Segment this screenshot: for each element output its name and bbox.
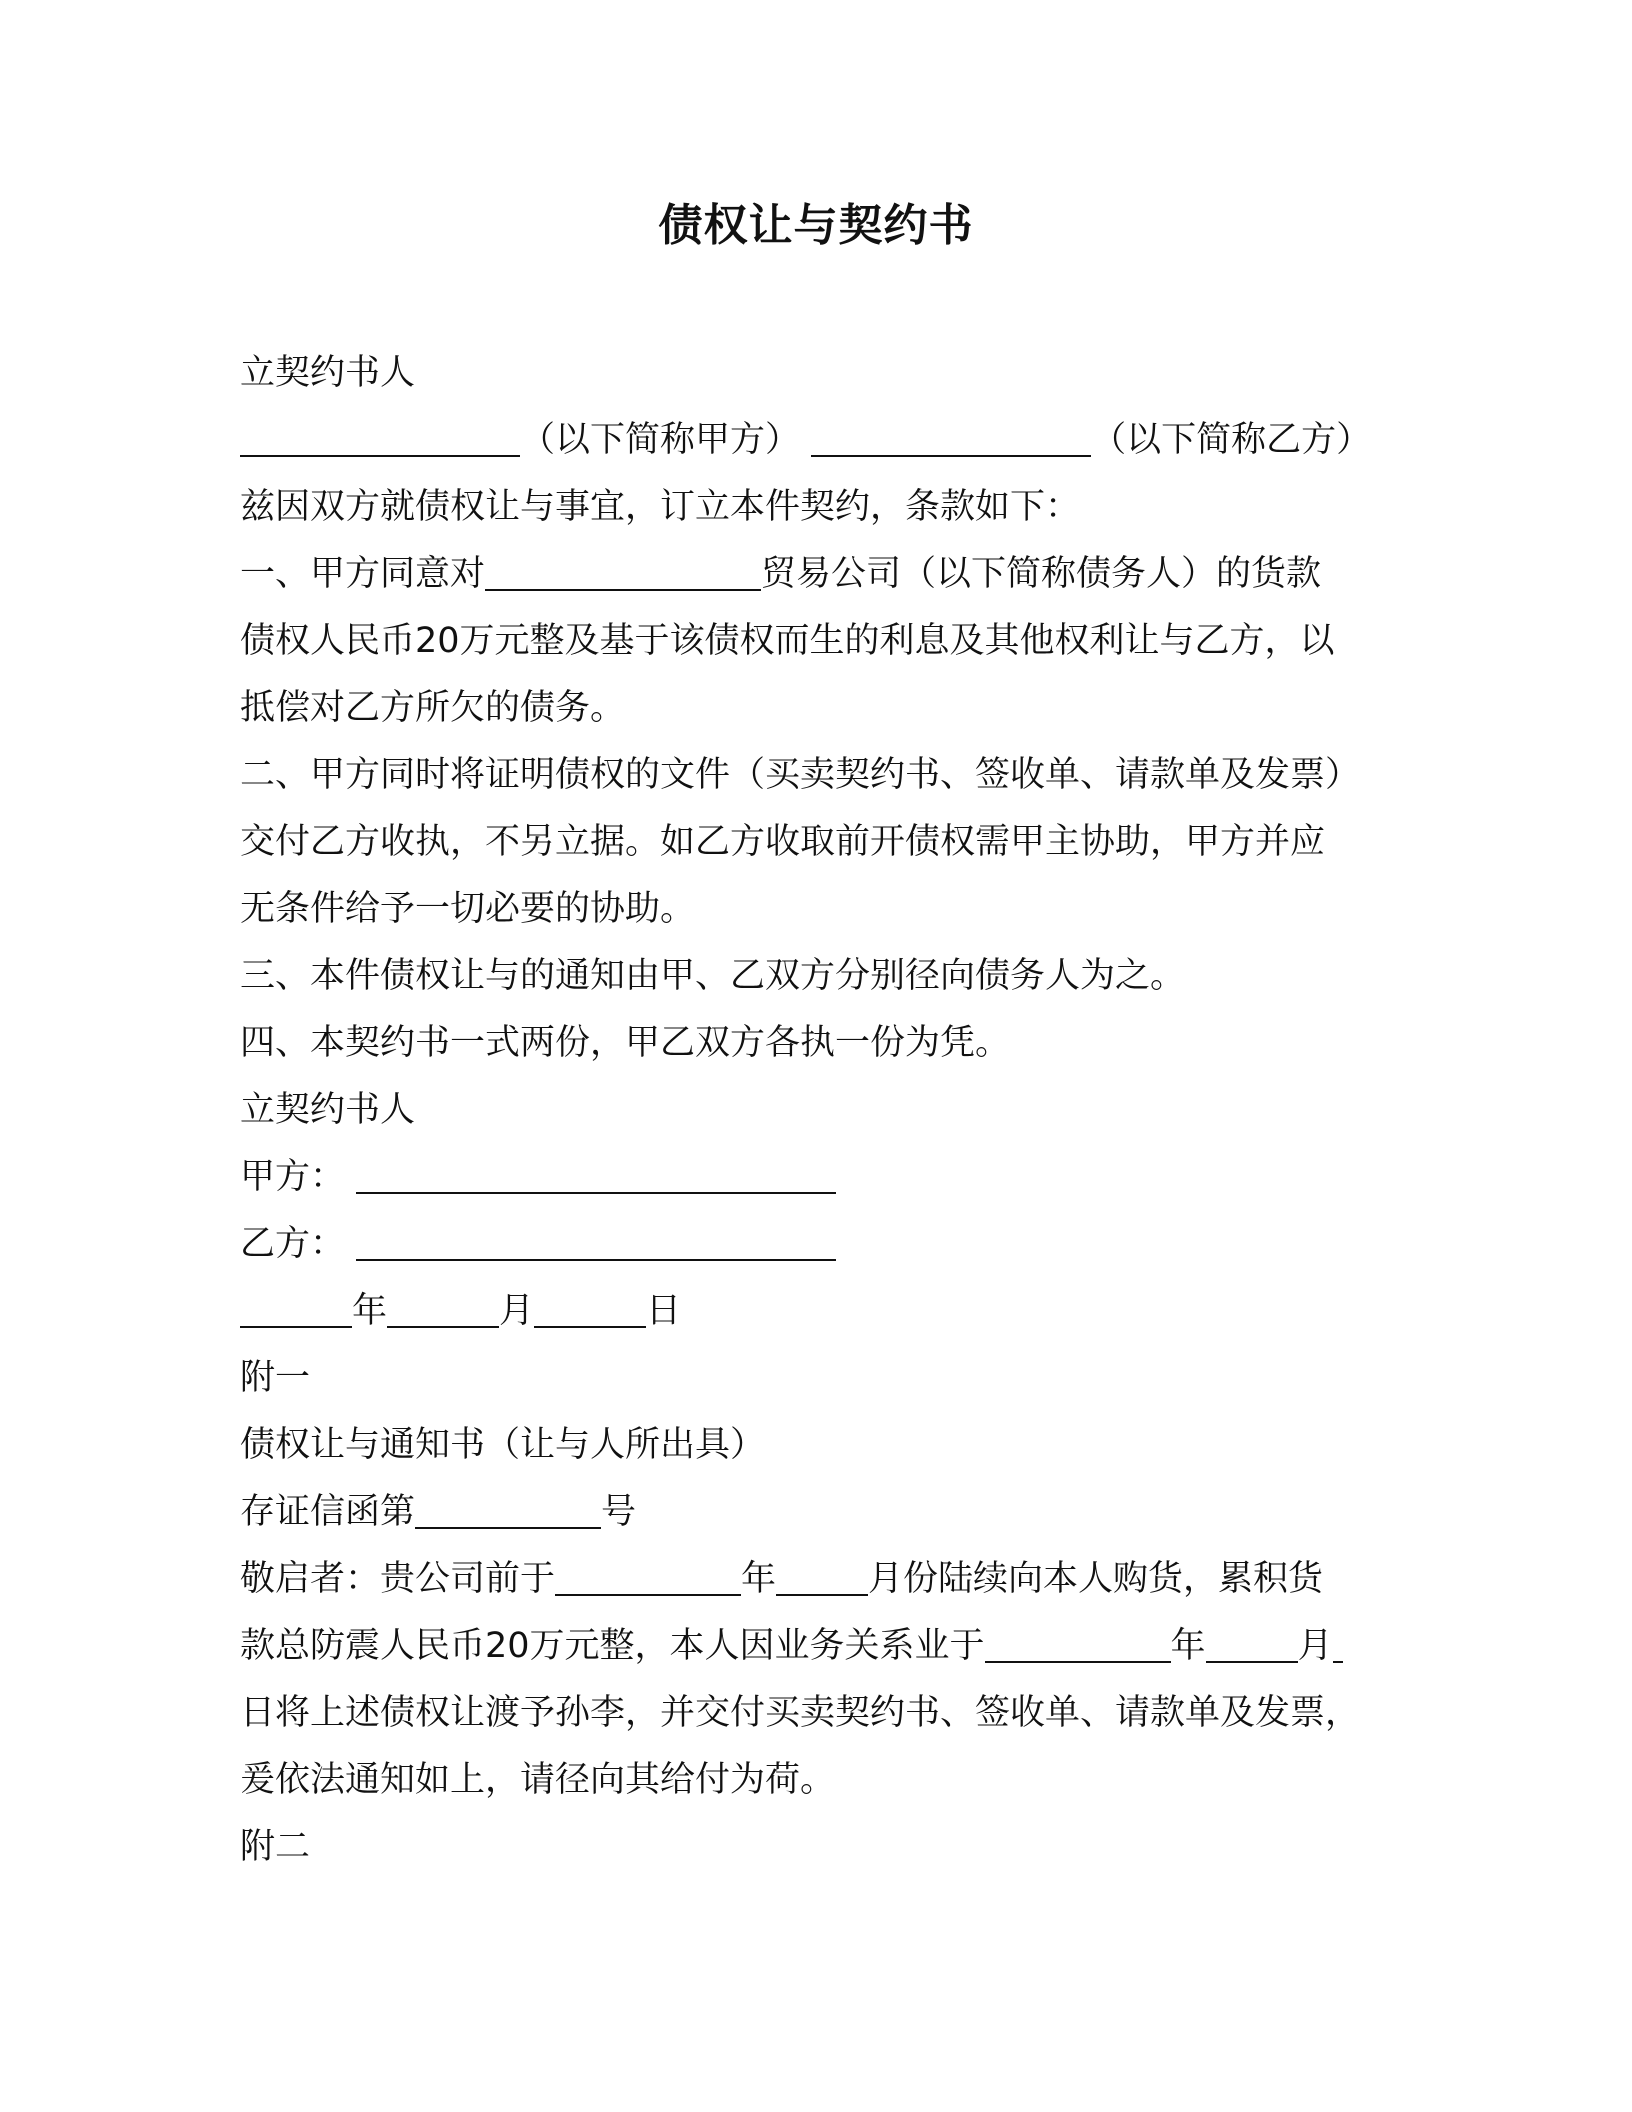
party-a-signature-blank — [356, 1148, 836, 1194]
notice-line-3: 日将上述债权让渡予孙李，并交付买卖契约书、签收单、请款单及发票， — [240, 1693, 1361, 1733]
appendix-1-heading: 附一 — [240, 1358, 311, 1398]
signatories-heading: 立契约书人 — [240, 1090, 416, 1130]
notice-line-1 — [240, 1546, 1390, 1613]
clause-1-suffix: 贸易公司（以下简称债务人）的货款 — [761, 554, 1322, 594]
signing-date-line — [240, 1278, 1390, 1345]
letter-number-prefix: 存证信函第 — [240, 1492, 416, 1532]
party-b-signature-label: 乙方： — [240, 1224, 346, 1264]
preamble-line: 兹因双方就债权让与事宜，订立本件契约，条款如下： — [240, 487, 1081, 527]
month-blank — [387, 1282, 499, 1328]
notice-line-2-c: 月 — [1297, 1626, 1333, 1666]
clause-1-prefix: 一、甲方同意对 — [240, 554, 486, 594]
notice-line-2-a: 款总防震人民币20万元整，本人因业务关系业于 — [240, 1626, 985, 1666]
transfer-year-blank — [985, 1617, 1171, 1663]
clause-2-line-1: 二、甲方同时将证明债权的文件（买卖契约书、签收单、请款单及发票） — [240, 755, 1361, 795]
debtor-company-blank — [485, 545, 761, 591]
notice-line-1-c: 月份陆续向本人购货，累积货 — [868, 1559, 1324, 1599]
purchase-month-blank — [776, 1550, 868, 1596]
notice-line-1-b: 年 — [741, 1559, 777, 1599]
parties-line — [240, 407, 1390, 474]
document-body — [240, 340, 1390, 1881]
clause-1-line-2: 债权人民币20万元整及基于该债权而生的利息及其他权利让与乙方，以 — [240, 621, 1335, 661]
party-b-blank — [811, 411, 1091, 457]
appendix-2-heading: 附二 — [240, 1827, 311, 1867]
month-label: 月 — [499, 1291, 535, 1331]
party-b-label: （以下简称乙方） — [1091, 420, 1372, 460]
year-label: 年 — [352, 1291, 388, 1331]
clause-1-line-3: 抵偿对乙方所欠的债务。 — [240, 688, 626, 728]
party-a-signature-label: 甲方： — [240, 1157, 346, 1197]
clause-3: 三、本件债权让与的通知由甲、乙双方分别径向债务人为之。 — [240, 956, 1186, 996]
party-a-label: （以下简称甲方） — [520, 420, 801, 460]
notice-line-4: 爰依法通知如上，请径向其给付为荷。 — [240, 1760, 836, 1800]
document-title: 债权让与契约书 — [658, 200, 974, 251]
purchase-year-blank — [555, 1550, 741, 1596]
party-b-signature-blank — [356, 1215, 836, 1261]
party-a-blank — [240, 411, 520, 457]
clause-2-line-3: 无条件给予一切必要的协助。 — [240, 889, 696, 929]
year-blank — [240, 1282, 352, 1328]
contract-parties-heading: 立契约书人 — [240, 353, 416, 393]
clause-1-line-1 — [240, 541, 1390, 608]
day-blank — [534, 1282, 646, 1328]
party-b-signature-line — [240, 1211, 1390, 1278]
clause-4: 四、本契约书一式两份，甲乙双方各执一份为凭。 — [240, 1023, 1011, 1063]
day-label: 日 — [646, 1291, 682, 1331]
letter-number-blank — [415, 1483, 601, 1529]
notice-line-2 — [240, 1613, 1390, 1680]
transfer-month-blank — [1206, 1617, 1298, 1663]
notice-line-1-a: 敬启者：贵公司前于 — [240, 1559, 556, 1599]
letter-number-suffix: 号 — [601, 1492, 637, 1532]
clause-2-line-2: 交付乙方收执，不另立据。如乙方收取前开债权需甲主协助，甲方并应 — [240, 822, 1326, 862]
notice-title: 债权让与通知书（让与人所出具） — [240, 1425, 766, 1465]
party-a-signature-line — [240, 1144, 1390, 1211]
transfer-day-blank — [1333, 1617, 1343, 1663]
notice-line-2-b: 年 — [1170, 1626, 1206, 1666]
letter-number-line — [240, 1479, 1390, 1546]
